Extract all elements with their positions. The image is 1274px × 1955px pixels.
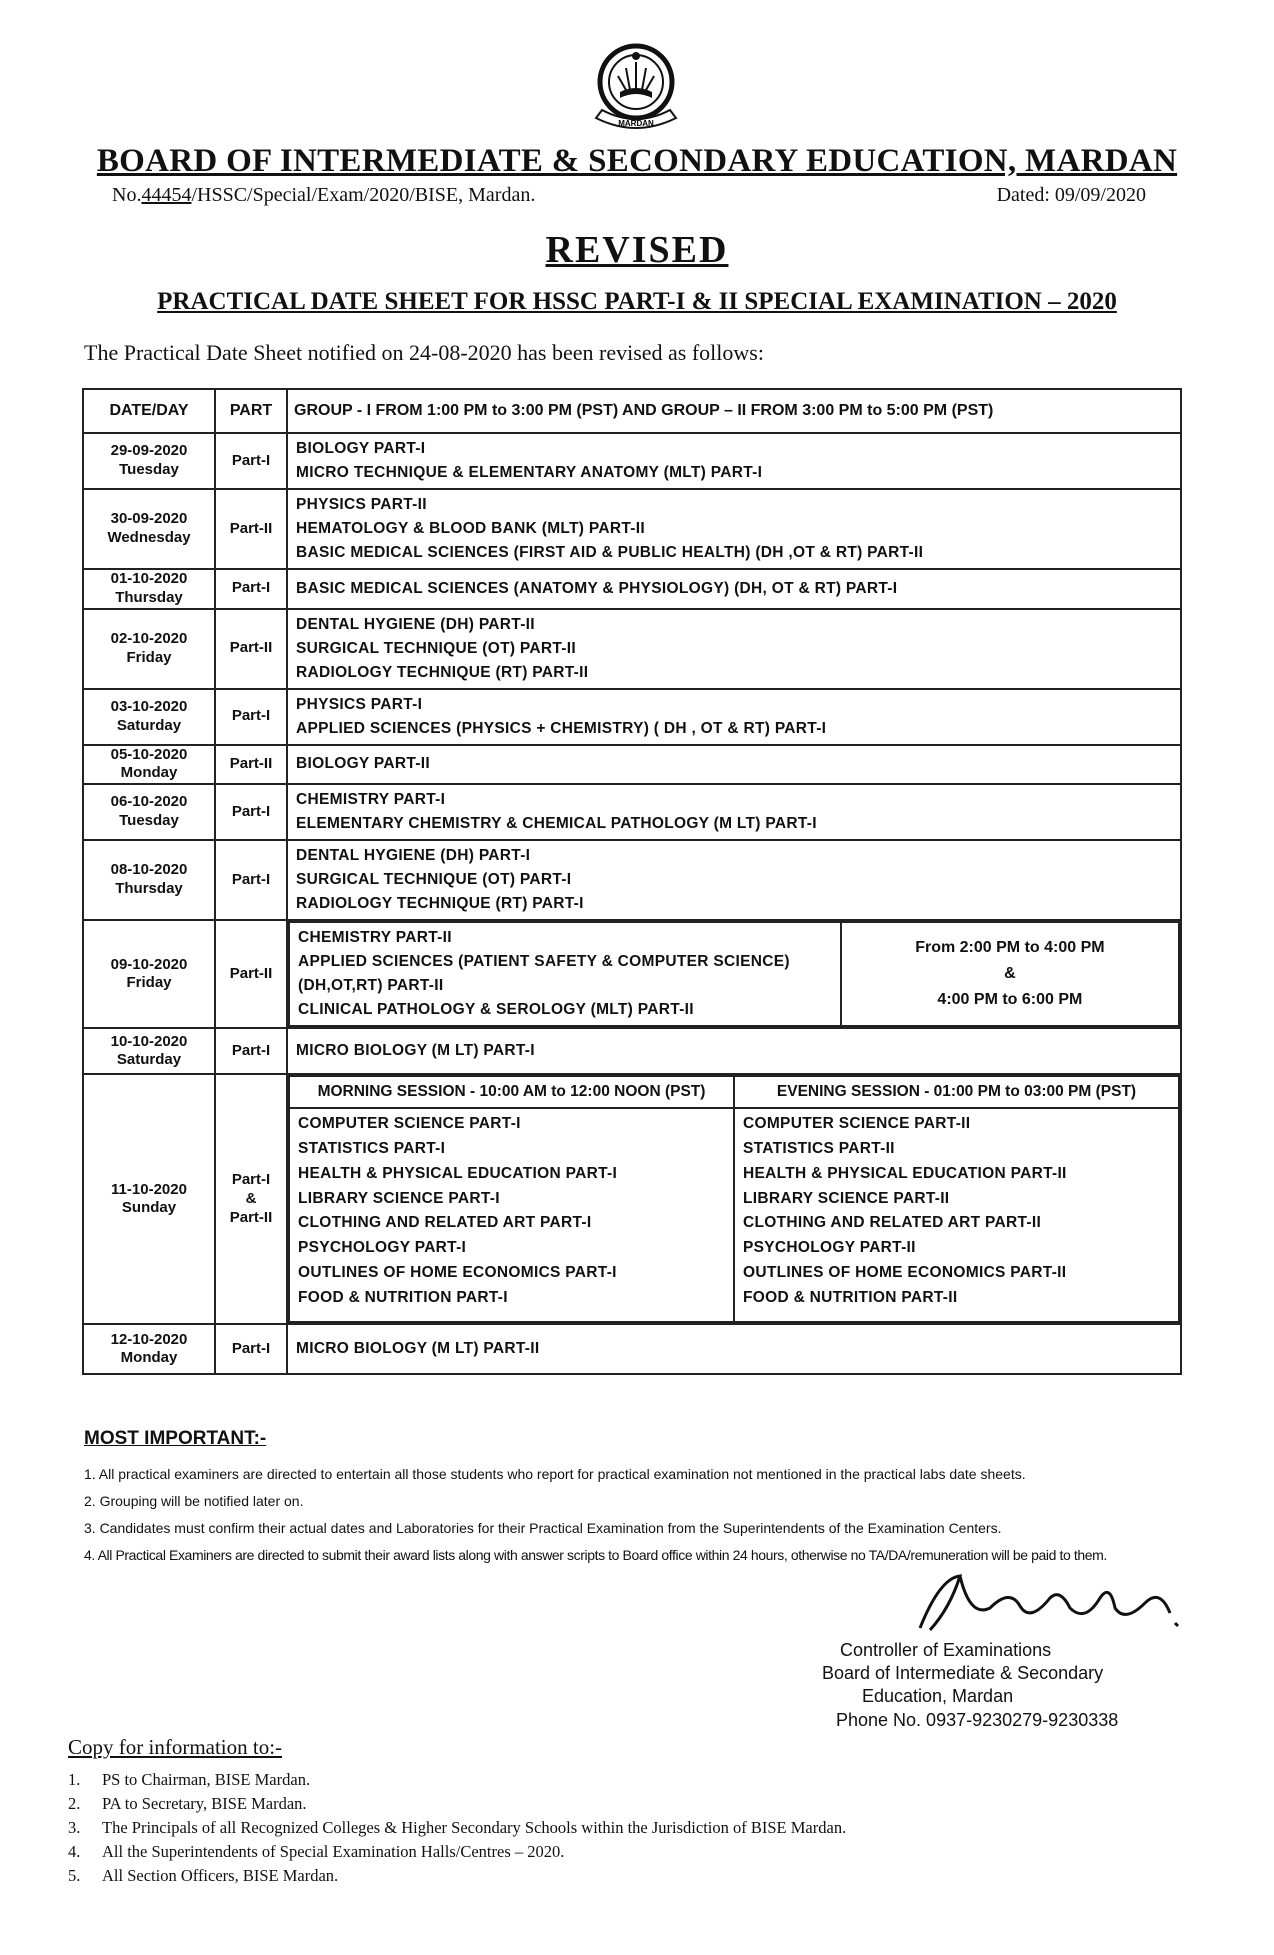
session-cell (287, 1074, 1181, 1324)
part-cell (215, 1074, 287, 1324)
phone-line: Phone No. 0937-9230279-9230338 (836, 1710, 1119, 1730)
date-sheet-table (82, 388, 1182, 1375)
table-row (83, 689, 1181, 745)
table-row (83, 433, 1181, 489)
morning-subject: CLOTHING AND RELATED ART PART-I (298, 1214, 592, 1232)
subject-cell-split (287, 920, 1181, 1028)
day: Wednesday (107, 529, 191, 547)
date-cell (83, 1028, 215, 1074)
day: Sunday (121, 1199, 177, 1217)
part-cell: Part-I (215, 689, 287, 745)
date: 03-10-2020 (110, 697, 188, 715)
copy-item (68, 1770, 310, 1790)
subject: BASIC MEDICAL SCIENCES (ANATOMY & PHYSIOLOGY) (DH, OT & RT) PART-I (296, 579, 898, 597)
copy-item-number: 3. (68, 1818, 81, 1837)
morning-subject: HEALTH & PHYSICAL EDUCATION PART-I (298, 1164, 618, 1182)
subject: MICRO TECHNIQUE & ELEMENTARY ANATOMY (MLT) PART-I (296, 464, 763, 482)
copy-item (68, 1794, 307, 1814)
subjects (287, 689, 1181, 745)
date: 08-10-2020 (110, 861, 188, 879)
subject: APPLIED SCIENCES (PATIENT SAFETY & COMPUTER SCIENCE) (298, 953, 790, 971)
subject: PHYSICS PART-II (296, 496, 427, 514)
copy-item-text: All Section Officers, BISE Mardan. (102, 1866, 339, 1885)
part-cell: Part-I (215, 433, 287, 489)
table-row (83, 840, 1181, 920)
time-note (841, 922, 1179, 1026)
board-name: BOARD OF INTERMEDIATE & SECONDARY EDUCATION, MARDAN (96, 143, 1178, 179)
part-cell: Part-I (215, 840, 287, 920)
date: 11-10-2020 (111, 1180, 187, 1198)
evening-subject: HEALTH & PHYSICAL EDUCATION PART-II (743, 1164, 1067, 1182)
subject: BASIC MEDICAL SCIENCES (FIRST AID & PUBLIC HEALTH) (DH ,OT & RT) PART-II (296, 544, 924, 562)
sheet-title: PRACTICAL DATE SHEET FOR HSSC PART-I & II SPECIAL EXAMINATION – 2020 (157, 288, 1117, 315)
table-row (83, 1074, 1181, 1324)
ref-suffix: /HSSC/Special/Exam/2020/BISE, Mardan. (191, 184, 536, 206)
header-part: PART (215, 389, 287, 433)
day: Monday (120, 1349, 178, 1367)
evening-subject: OUTLINES OF HOME ECONOMICS PART-II (743, 1264, 1067, 1282)
date-cell (83, 745, 215, 785)
subject: CHEMISTRY PART-I (296, 791, 446, 809)
evening-subject: LIBRARY SCIENCE PART-II (743, 1189, 950, 1207)
copy-item-number: 4. (68, 1842, 81, 1861)
subject: MICRO BIOLOGY (M LT) PART-I (296, 1042, 535, 1060)
time-note-line: & (1004, 965, 1016, 983)
ref-prefix: No. (112, 184, 142, 206)
day: Saturday (116, 1051, 182, 1069)
subject: CLINICAL PATHOLOGY & SEROLOGY (MLT) PART-II (298, 1001, 694, 1019)
part-cell: Part-II (215, 920, 287, 1028)
logo-ribbon-text: MARDAN (618, 119, 654, 128)
header-group: GROUP - I FROM 1:00 PM to 3:00 PM (PST) AND GROUP – II FROM 3:00 PM to 5:00 PM (PST) (287, 389, 1181, 433)
date: 01-10-2020 (110, 570, 188, 588)
date-cell (83, 920, 215, 1028)
date-cell (83, 784, 215, 840)
evening-subject: COMPUTER SCIENCE PART-II (743, 1115, 971, 1133)
part-line: Part-II (229, 1208, 273, 1226)
subjects (287, 1324, 1181, 1374)
subject: BIOLOGY PART-II (296, 755, 430, 773)
subject: PHYSICS PART-I (296, 695, 423, 713)
date: 06-10-2020 (110, 793, 188, 811)
date-cell (83, 569, 215, 609)
part-cell: Part-II (215, 745, 287, 785)
copy-item-number: 2. (68, 1794, 81, 1813)
subjects (287, 840, 1181, 920)
table-row (83, 1028, 1181, 1074)
date: 30-09-2020 (110, 510, 188, 528)
date-cell (83, 1074, 215, 1324)
subjects (287, 609, 1181, 689)
table-row (83, 784, 1181, 840)
important-item: 4. All Practical Examiners are directed to submit their award lists along with answer scripts to Board office within 24 hours, otherwise no TA/DA/remuneration will be paid to them. (84, 1547, 1107, 1563)
subject: (DH,OT,RT) PART-II (298, 977, 444, 995)
copy-item (68, 1818, 846, 1838)
day: Thursday (115, 588, 183, 606)
time-note-line: From 2:00 PM to 4:00 PM (915, 938, 1105, 956)
subject: RADIOLOGY TECHNIQUE (RT) PART-I (296, 895, 584, 913)
subject: HEMATOLOGY & BLOOD BANK (MLT) PART-II (296, 520, 645, 538)
date-cell (83, 433, 215, 489)
important-item: 3. Candidates must confirm their actual dates and Laboratories for their Practical Examination from the Superintendents of the Examination Centers. (84, 1520, 1002, 1536)
part-line: Part-I (231, 1171, 271, 1189)
morning-session-header: MORNING SESSION - 10:00 AM to 12:00 NOON (PST) (289, 1076, 734, 1108)
evening-subjects (734, 1108, 1179, 1322)
day: Saturday (116, 716, 182, 734)
date-cell (83, 689, 215, 745)
copy-item-text: All the Superintendents of Special Examination Halls/Centres – 2020. (102, 1842, 565, 1861)
subjects (289, 922, 841, 1026)
important-item: 2. Grouping will be notified later on. (84, 1493, 304, 1509)
copy-item-number: 5. (68, 1866, 81, 1885)
copy-item (68, 1842, 564, 1862)
part-cell: Part-I (215, 569, 287, 609)
date: 09-10-2020 (110, 955, 188, 973)
education-line: Education, Mardan (862, 1686, 1014, 1706)
part-cell: Part-I (215, 1324, 287, 1374)
morning-subject: LIBRARY SCIENCE PART-I (298, 1189, 500, 1207)
day: Friday (126, 648, 172, 666)
subject: SURGICAL TECHNIQUE (OT) PART-I (296, 871, 572, 889)
table-row (83, 745, 1181, 785)
copy-item (68, 1866, 338, 1886)
table-row (83, 569, 1181, 609)
header-date-day: DATE/DAY (83, 389, 215, 433)
important-title: MOST IMPORTANT:- (84, 1428, 267, 1449)
morning-subject: OUTLINES OF HOME ECONOMICS PART-I (298, 1264, 617, 1282)
date-cell (83, 840, 215, 920)
revised-heading: REVISED (545, 229, 729, 271)
subjects (287, 1028, 1181, 1074)
board-line: Board of Intermediate & Secondary (822, 1663, 1104, 1683)
board-logo (590, 40, 682, 140)
table-row (83, 609, 1181, 689)
day: Tuesday (119, 812, 179, 830)
date: 05-10-2020 (110, 745, 188, 763)
copy-item-number: 1. (68, 1770, 81, 1789)
intro-text: The Practical Date Sheet notified on 24-08-2020 has been revised as follows: (84, 340, 764, 365)
subjects (287, 489, 1181, 569)
day: Friday (126, 974, 172, 992)
copy-item-text: PA to Secretary, BISE Mardan. (102, 1794, 307, 1813)
copy-item-text: PS to Chairman, BISE Mardan. (102, 1770, 311, 1789)
subject: APPLIED SCIENCES (PHYSICS + CHEMISTRY) ( DH , OT & RT) PART-I (296, 719, 827, 737)
part-cell: Part-I (215, 1028, 287, 1074)
subject: DENTAL HYGIENE (DH) PART-I (296, 847, 531, 865)
part-cell: Part-II (215, 609, 287, 689)
subject: ELEMENTARY CHEMISTRY & CHEMICAL PATHOLOGY (M LT) PART-I (296, 815, 817, 833)
morning-subject: FOOD & NUTRITION PART-I (298, 1288, 508, 1306)
evening-subject: PSYCHOLOGY PART-II (743, 1239, 916, 1257)
ref-number: 44454 (141, 184, 192, 206)
date-cell (83, 609, 215, 689)
subject: CHEMISTRY PART-II (298, 929, 452, 947)
date: 29-09-2020 (110, 442, 188, 460)
date: 10-10-2020 (110, 1032, 188, 1050)
copy-title: Copy for information to:- (68, 1735, 283, 1759)
subject: SURGICAL TECHNIQUE (OT) PART-II (296, 639, 576, 657)
subjects (287, 433, 1181, 489)
time-note-line: 4:00 PM to 6:00 PM (937, 991, 1083, 1009)
morning-subject: COMPUTER SCIENCE PART-I (298, 1115, 521, 1133)
part-cell: Part-II (215, 489, 287, 569)
date-cell (83, 1324, 215, 1374)
subjects (287, 569, 1181, 609)
part-line: & (245, 1189, 257, 1207)
date-cell (83, 489, 215, 569)
morning-subject: STATISTICS PART-I (298, 1140, 446, 1158)
table-row (83, 920, 1181, 1028)
morning-subject: PSYCHOLOGY PART-I (298, 1239, 467, 1257)
day: Thursday (115, 880, 183, 898)
day: Tuesday (119, 461, 179, 479)
controller-title: Controller of Examinations (840, 1640, 1052, 1660)
table-row (83, 1324, 1181, 1374)
subjects (287, 745, 1181, 785)
morning-subjects (289, 1108, 734, 1322)
date: 02-10-2020 (110, 629, 188, 647)
evening-subject: FOOD & NUTRITION PART-II (743, 1288, 958, 1306)
evening-subject: CLOTHING AND RELATED ART PART-II (743, 1214, 1042, 1232)
signature (900, 1568, 1190, 1638)
evening-subject: STATISTICS PART-II (743, 1140, 895, 1158)
important-item: 1. All practical examiners are directed to entertain all those students who report for practical examination not mentioned in the practical labs date sheets. (84, 1466, 1026, 1482)
subject: RADIOLOGY TECHNIQUE (RT) PART-II (296, 663, 589, 681)
date: 12-10-2020 (110, 1330, 188, 1348)
day: Monday (120, 764, 178, 782)
part-cell: Part-I (215, 784, 287, 840)
copy-item-text: The Principals of all Recognized Colleges & Higher Secondary Schools within the Jurisdiction of BISE Mardan. (102, 1818, 847, 1837)
subjects (287, 784, 1181, 840)
dated: Dated: 09/09/2020 (996, 184, 1146, 206)
subject: MICRO BIOLOGY (M LT) PART-II (296, 1340, 540, 1358)
evening-session-header: EVENING SESSION - 01:00 PM to 03:00 PM (PST) (734, 1076, 1179, 1108)
table-header-row (83, 389, 1181, 433)
reference-number (112, 184, 535, 207)
subject: DENTAL HYGIENE (DH) PART-II (296, 615, 535, 633)
subject: BIOLOGY PART-I (296, 440, 426, 457)
table-row (83, 489, 1181, 569)
